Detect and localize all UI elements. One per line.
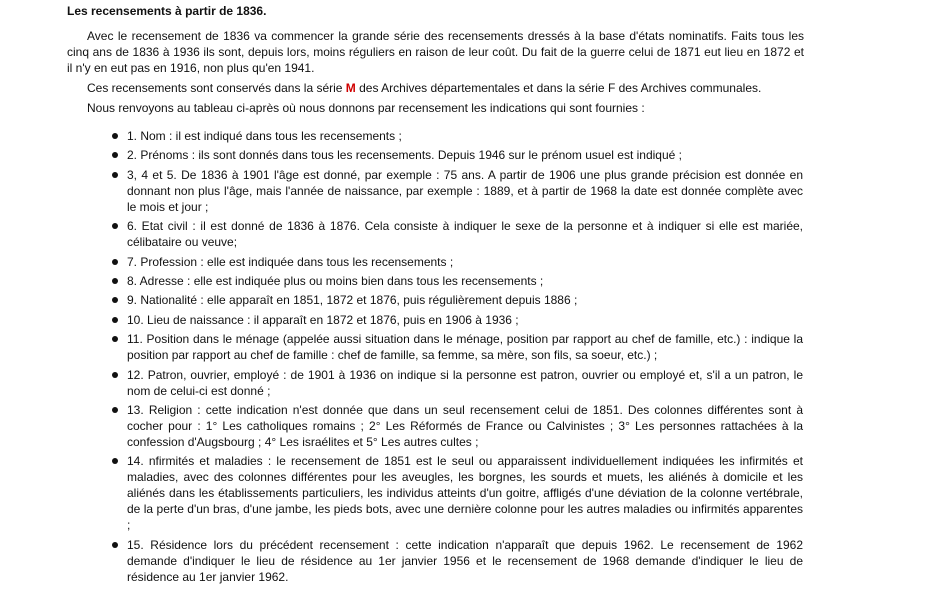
list-item-text: 6. Etat civil : il est donné de 1836 à 1876. Cela consiste à indiquer le sexe de la personne et à indiquer si elle est mariée, célibataire ou veuve; xyxy=(127,219,803,250)
bullet-icon xyxy=(112,223,118,229)
list-item xyxy=(127,453,803,533)
list-item xyxy=(127,292,803,308)
list-item-text: 9. Nationalité : elle apparaît en 1851, 1872 et 1876, puis régulièrement depuis 1886 ; xyxy=(127,293,578,308)
list-item-text: 3, 4 et 5. De 1836 à 1901 l'âge est donné, par exemple : 75 ans. A partir de 1906 une plus grande précision est donnée en donnant non plus l'âge, mais l'année de naissance, par exemple : 1889, et à partir de 1968 la date est donnée complète avec le mois et jour ; xyxy=(127,167,803,214)
bullet-icon xyxy=(112,259,118,265)
list-item-text: 2. Prénoms : ils sont donnés dans tous les recensements. Depuis 1946 sur le prénom usuel est indiqué ; xyxy=(127,148,682,163)
bullet-icon xyxy=(112,458,118,464)
list-item xyxy=(127,167,803,215)
list-item-text: 8. Adresse : elle est indiquée plus ou moins bien dans tous les recensements ; xyxy=(127,273,544,288)
intro-paragraph: Avec le recensement de 1836 va commencer la grande série des recensements dressés à la base d'états nominatifs. Faits tous les cinq ans de 1836 à 1936 ils sont, depuis lors, moins réguliers en raison de leur coût. Du fait de la guerre celui de 1871 eut lieu en 1872 et il n'y en eut pas en 1916, non plus qu'en 1941. xyxy=(67,29,804,75)
list-item xyxy=(127,367,803,399)
list-item xyxy=(127,128,803,144)
list-item-text: 7. Profession : elle est indiquée dans tous les recensements ; xyxy=(127,254,454,269)
list-item xyxy=(127,331,803,363)
bullet-icon xyxy=(112,133,118,139)
list-item xyxy=(127,537,803,585)
list-item xyxy=(127,218,803,250)
bullet-icon xyxy=(112,152,118,158)
conservation-text-after: des Archives départementales et dans la série F des Archives communales. xyxy=(355,81,762,95)
list-item xyxy=(127,147,803,163)
lead-in-paragraph: Nous renvoyons au tableau ci-après où nous donnons par recensement les indications qui sont fournies : xyxy=(87,101,645,115)
series-m-highlight: M xyxy=(345,81,356,95)
list-item-text: 11. Position dans le ménage (appelée aussi situation dans le ménage, position par rapport au chef de famille, etc.) : indique la position par rapport au chef de famille : chef de famille, sa femme, sa mère, son fils, sa soeur, etc.) ; xyxy=(127,332,803,363)
list-item-text: 12. Patron, ouvrier, employé : de 1901 à 1936 on indique si la personne est patron, ouvrier ou employé et, s'il a un patron, le nom de celui-ci est donné ; xyxy=(127,367,803,398)
bullet-icon xyxy=(112,317,118,323)
conservation-text-before: Ces recensements sont conservés dans la série xyxy=(87,81,346,95)
section-title: Les recensements à partir de 1836. xyxy=(67,4,267,18)
bullet-icon xyxy=(112,542,118,548)
bullet-icon xyxy=(112,372,118,378)
bullet-icon xyxy=(112,172,118,178)
bullet-icon xyxy=(112,278,118,284)
list-item-text: 14. nfirmités et maladies : le recensement de 1851 est le seul ou apparaissent individuellement indiquées les infirmités et maladies, avec des colonnes différentes pour les aveugles, les borgnes, les sourds et muets, les aliénés à domicile et les aliénés dans les établissements particuliers, les individus atteints d'un goitre, affligés d'une déviation de la colonne vertébrale, de la perte d'un bras, d'une jambe, les pieds bots, avec une dernière colonne pour les autres maladies ou infirmités apparentes ; xyxy=(127,454,803,533)
list-item xyxy=(127,273,803,289)
list-item xyxy=(127,402,803,450)
list-item-text: 10. Lieu de naissance : il apparaît en 1872 et 1876, puis en 1906 à 1936 ; xyxy=(127,312,519,327)
list-item-text: 15. Résidence lors du précédent recensement : cette indication n'apparaît que depuis 1962. Le recensement de 1962 demande d'indiquer le lieu de résidence au 1er janvier 1956 et le recensement de 1968 demande d'indiquer le lieu de résidence au 1er janvier 1962. xyxy=(127,537,803,584)
conservation-paragraph xyxy=(87,80,761,96)
bullet-icon xyxy=(112,336,118,342)
list-item xyxy=(127,312,803,328)
bullet-icon xyxy=(112,407,118,413)
bullet-icon xyxy=(112,297,118,303)
list-item xyxy=(127,254,803,270)
census-items-list xyxy=(127,128,803,588)
list-item-text: 1. Nom : il est indiqué dans tous les recensements ; xyxy=(127,129,402,143)
list-item-text: 13. Religion : cette indication n'est donnée que dans un seul recensement celui de 1851. Des colonnes différentes sont à cocher pour : 1° Les catholiques romains ; 2° Les Réformés de France ou Calvinistes ; 3° Les personnes rattachées à la confession d'Augsbourg ; 4° Les israélites et 5° Les autres cultes ; xyxy=(127,402,803,449)
